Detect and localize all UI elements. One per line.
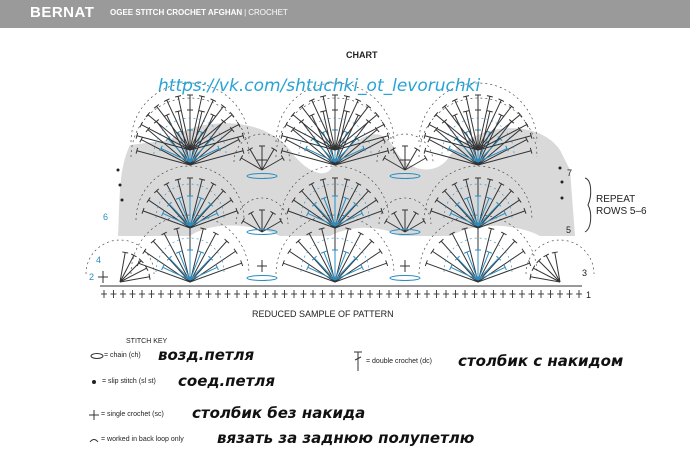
key-single-translation: столбик без накида bbox=[192, 404, 366, 422]
repeat-label-line1: REPEAT bbox=[596, 194, 636, 205]
chart-title: CHART bbox=[346, 50, 378, 60]
slip-stitch-dot bbox=[559, 167, 562, 170]
slip-stitch-dot bbox=[561, 181, 564, 184]
fan-stitch-top bbox=[487, 111, 493, 112]
fan-stitch-top bbox=[487, 96, 493, 97]
row-number-4: 4 bbox=[96, 255, 102, 265]
repeat-bracket bbox=[585, 178, 591, 232]
key-slip-translation: соед.петля bbox=[178, 372, 276, 390]
foundation-stitches bbox=[101, 290, 582, 298]
slip-stitch-dot bbox=[119, 184, 122, 187]
key-double-label: = double crochet (dc) bbox=[366, 358, 432, 365]
fan-stitch bbox=[312, 100, 335, 150]
fan-stitch-top bbox=[122, 252, 128, 253]
fan-stitch bbox=[426, 263, 478, 282]
fan-stitch bbox=[429, 125, 478, 150]
pattern-category: CROCHET bbox=[248, 8, 288, 17]
stitch-key-title: STITCH KEY bbox=[126, 338, 168, 345]
row-number-3: 3 bbox=[582, 268, 588, 278]
key-single-label: = single crochet (sc) bbox=[101, 411, 164, 418]
chain-symbol-icon bbox=[90, 352, 104, 360]
fan-stitch-top bbox=[154, 105, 159, 109]
fan-stitch bbox=[335, 263, 387, 282]
fan-stitch bbox=[335, 100, 358, 150]
fan-stitch bbox=[138, 263, 190, 282]
row-number-2: 2 bbox=[89, 272, 95, 282]
fan-stitch bbox=[283, 263, 335, 282]
fan-stitch-top bbox=[379, 249, 382, 254]
fan-stitch-top bbox=[175, 111, 181, 112]
brand-logo: BERNAT bbox=[30, 4, 95, 21]
fan-stitch-top bbox=[463, 111, 469, 112]
fan-stitch bbox=[190, 263, 242, 282]
fan-stitch bbox=[478, 263, 530, 282]
fan-stitch-top bbox=[199, 111, 205, 112]
fan-stitch-top bbox=[149, 274, 150, 280]
fan-stitch-top bbox=[488, 228, 494, 229]
fan-stitch-top bbox=[431, 249, 434, 254]
pattern-name: OGEE STITCH CROCHET AFGHAN bbox=[110, 8, 243, 17]
chain-oval bbox=[247, 276, 277, 281]
fan-stitch-top bbox=[299, 105, 304, 109]
fan-stitch-top bbox=[424, 155, 427, 160]
slip-stitch-dot bbox=[117, 169, 120, 172]
chain-oval bbox=[390, 276, 420, 281]
fan-stitch-top bbox=[414, 148, 419, 151]
key-double-translation: столбик с накидом bbox=[458, 352, 624, 370]
fan-stitch-top bbox=[320, 111, 326, 112]
row-number-1: 1 bbox=[586, 290, 592, 300]
fan-stitch-top bbox=[234, 249, 237, 254]
fan-stitch-top bbox=[552, 252, 558, 253]
repeat-label bbox=[596, 194, 647, 218]
slip-stitch-dot bbox=[561, 197, 564, 200]
row-number-6: 6 bbox=[103, 212, 109, 222]
key-slip-label: = slip stitch (sl st) bbox=[102, 378, 156, 385]
back-loop-symbol-icon bbox=[88, 436, 100, 444]
key-back-loop-translation: вязать за заднюю полупетлю bbox=[217, 429, 475, 447]
key-chain-translation: возд.петля bbox=[158, 346, 255, 364]
key-chain-label: = chain (ch) bbox=[104, 352, 141, 359]
repeat-label-line2: ROWS 5–6 bbox=[596, 206, 647, 217]
slip-stitch-symbol-icon bbox=[90, 378, 98, 386]
reduced-sample-caption: REDUCED SAMPLE OF PATTERN bbox=[252, 309, 394, 319]
fan-stitch-top bbox=[288, 249, 291, 254]
fan-stitch-top bbox=[522, 249, 525, 254]
watermark-link: https://vk.com/shtuchki_ot_levoruchki bbox=[158, 76, 481, 96]
row-number-5: 5 bbox=[566, 225, 572, 235]
key-back-loop-label: = worked in back loop only bbox=[101, 436, 184, 443]
row-number-7: 7 bbox=[567, 168, 573, 178]
fan-stitch bbox=[286, 125, 335, 150]
double-crochet-symbol-icon bbox=[352, 350, 364, 372]
fan-stitch-top bbox=[442, 105, 447, 109]
fan-stitch-top bbox=[530, 274, 531, 280]
fan-stitch-top bbox=[344, 111, 350, 112]
slip-stitch-dot bbox=[121, 199, 124, 202]
title-separator: | bbox=[244, 8, 247, 17]
single-crochet-symbol-icon bbox=[88, 409, 100, 421]
